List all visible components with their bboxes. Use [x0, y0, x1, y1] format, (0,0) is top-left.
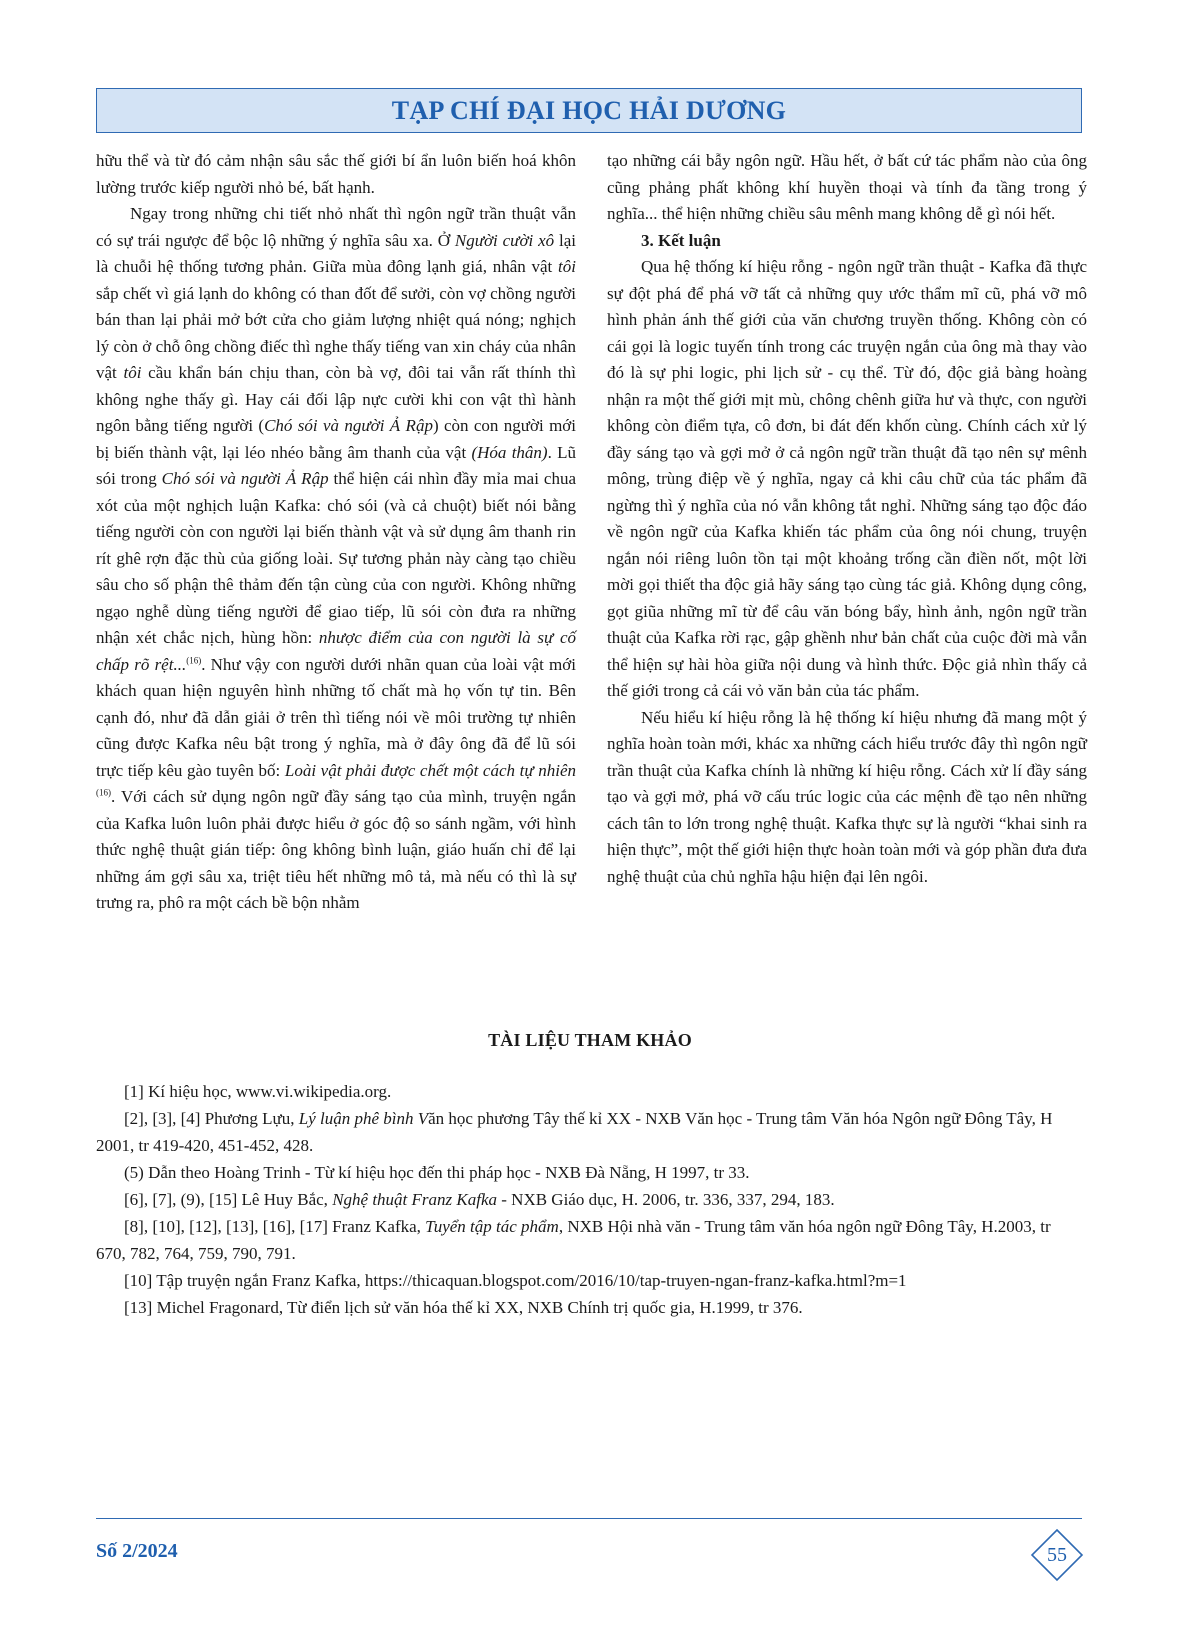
reference-item	[96, 1213, 1082, 1267]
italic-word: tôi	[123, 363, 142, 382]
issue-label: Số 2/2024	[96, 1540, 178, 1562]
text-run: thể hiện cái nhìn đầy mỉa mai chua xót của một nghịch luận Kafka: chó sói (và cả chuột) biết nói bằng tiếng người còn con người lại biến thành vật và sử dụng âm thanh rin rít ghê rợn đặc thù của giống loài. Sự tương phản này càng tạo chiều sâu cho số phận thê thảm đến tận cùng của con người. Không những ngạo nghễ dùng tiếng người để giao tiếp, lũ sói còn đưa ra những nhận xét chắc nịch, hùng hồn:	[96, 469, 577, 647]
reference-item	[96, 1078, 1082, 1105]
reference-title-italic: Tuyển tập tác phẩm	[425, 1217, 559, 1236]
references-title: TÀI LIỆU THAM KHẢO	[488, 1030, 692, 1050]
reference-item	[96, 1294, 1082, 1321]
reference-text: [6], [7], (9), [15] Lê Huy Bắc,	[124, 1190, 333, 1209]
paragraph-text: Qua hệ thống kí hiệu rỗng - ngôn ngữ trần thuật - Kafka đã thực sự đột phá để phá vỡ tất cả những quy ước thẩm mĩ cũ, phá vỡ mô hình phản ánh thế giới của văn chương truyền thống. Không còn có cái gọi là logic tuyến tính trong các truyện ngắn của ông mà thay vào đó là sự phi logic, phi lịch sử - cụ thể. Từ đó, độc giả bàng hoàng nhận ra một thế giới mịt mù, chông chênh giữa hư và thực, con người không còn điểm tựa, cô đơn, bi đát đến khốn cùng. Chính cách xử lý đầy sáng tạo và gợi mở ở cả ngôn ngữ trần thuật đã tạo nên sự mênh mông, trùng điệp về ý nghĩa, ngay cả khi câu chữ của tác phẩm đã ngừng thì ý nghĩa của nó vẫn không tắt nghỉ. Những sáng tạo độc đáo về ngôn ngữ của Kafka khiến tác phẩm của ông nói chung, truyện ngắn nói riêng luôn tồn tại một khoảng trống cần điền nốt, một lời mời gọi thiết tha độc giả hãy sáng tạo cùng tác giả. Không dụng công, gọt giũa những mĩ từ để câu văn bóng bẩy, hình ảnh, ngôn ngữ trần thuật của Kafka rời rạc, gập ghềnh như bản chất của cuộc đời mà vẫn thể hiện sự hài hòa giữa nội dung và hình thức. Độc giả nhìn thấy cả thế giới trong cả cái vỏ văn bản của tác phẩm.	[607, 257, 1087, 700]
citation-sup: (16)	[96, 787, 111, 798]
text-run: Ngay trong những chi tiết nhỏ nhất thì ngôn ngữ trần thuật vẫn có sự trái ngược để bộc lộ những ý nghĩa sâu xa. Ở	[96, 204, 576, 250]
paragraph-text: tạo những cái bẫy ngôn ngữ. Hầu hết, ở bất cứ tác phẩm nào của ông cũng phảng phất không khí huyền thoại và tính đa tầng trong ý nghĩa... thể hiện những chiều sâu mênh mang không dễ gì nói hết.	[607, 151, 1087, 223]
paragraph	[96, 148, 576, 201]
paragraph-text: Nếu hiểu kí hiệu rỗng là hệ thống kí hiệu nhưng đã mang một ý nghĩa hoàn toàn mới, khác xa những cách hiểu trước đây thì ngôn ngữ trần thuật của Kafka chính là những kí hiệu rỗng. Cách xử lí đầy sáng tạo và gợi mở, phá vỡ cấu trúc logic của các mệnh đề tạo nên những cách tân to lớn trong nghệ thuật. Kafka thực sự là người “khai sinh ra hiện thực”, một thế giới hiện thực hoàn toàn mới và góp phần đưa đưa nghệ thuật của chủ nghĩa hậu hiện đại lên ngôi.	[607, 707, 1087, 886]
text-run: sắp chết vì giá lạnh do không có than đốt để sưởi, còn vợ chồng người bán than lại phải mở bớt cửa cho giảm lượng nhiệt quá nóng; nghịch lý còn ở chỗ ông chồng điếc thì nghe thấy tiếng van xin cháy của nhân vật	[96, 283, 576, 382]
reference-item	[96, 1105, 1082, 1159]
paragraph	[607, 254, 1087, 705]
text-run: cầu khẩn bán chịu than, còn bà vợ, đôi tai vẫn rất thính thì không nghe thấy gì. Hay cái đối lập nực cười khi con vật thì hành ngôn bằng tiếng người (	[96, 363, 576, 435]
reference-text: - NXB Giáo dục, H. 2006, tr. 336, 337, 294, 183.	[497, 1190, 835, 1209]
journal-title: TẠP CHÍ ĐẠI HỌC HẢI DƯƠNG	[391, 95, 787, 125]
page-number: 55	[1047, 1543, 1067, 1566]
citation-sup: (16)	[186, 654, 202, 665]
text-run: . Với cách sử dụng ngôn ngữ đầy sáng tạo của mình, truyện ngắn của Kafka luôn luôn phải được hiểu ở góc độ so sánh ngầm, với hình thức nghệ thuật gián tiếp: ông không bình luận, giáo huấn chỉ để lại những ám gợi sâu xa, triệt tiêu hết những mô tả, mà nếu có thì là sự trưng ra, phô ra một cách bề bộn nhằm	[96, 787, 576, 912]
section-heading: 3. Kết luận	[641, 230, 721, 250]
paragraph	[96, 201, 576, 917]
left-column	[96, 148, 576, 917]
reference-text: [10] Tập truyện ngắn Franz Kafka, https://thicaquan.blogspot.com/2016/10/tap-truyen-ngan-franz-kafka.html?m=1	[124, 1271, 907, 1290]
italic-title: Chó sói và người Ả Rập	[264, 416, 433, 435]
reference-text: [2], [3], [4] Phương Lựu,	[124, 1109, 299, 1128]
right-column	[607, 148, 1087, 890]
text-run: . Như vậy con người dưới nhãn quan của loài vật mới khách quan hiện nguyên hình những tố chất mà họ vốn tự tin. Bên cạnh đó, như đã dẫn giải ở trên thì tiếng nói về môi trường tự nhiên cũng được Kafka nêu bật trong ý nghĩa, mà ở đây ông đã để lũ sói trực tiếp kêu gào tuyên bố:	[96, 654, 576, 780]
references-list	[96, 1078, 1082, 1321]
reference-item	[96, 1267, 1082, 1294]
reference-text: [13] Michel Fragonard, Từ điển lịch sử văn hóa thế kỉ XX, NXB Chính trị quốc gia, H.1999, tr 376.	[124, 1298, 803, 1317]
reference-item	[96, 1186, 1082, 1213]
paragraph	[607, 148, 1087, 228]
reference-text: (5) Dẫn theo Hoàng Trinh - Từ kí hiệu học đến thi pháp học - NXB Đà Nẵng, H 1997, tr 33.	[124, 1163, 750, 1182]
italic-quote: nhược điểm của con người là sự cố chấp rõ rệt...	[96, 628, 576, 674]
reference-title-italic: Nghệ thuật Franz Kafka	[332, 1190, 497, 1209]
reference-text: ăn học phương Tây thế kỉ XX - NXB Văn học - Trung tâm Văn hóa Ngôn ngữ Đông Tây, H 2001, tr 419-420, 451-452, 428.	[96, 1109, 1053, 1155]
reference-text: , NXB Hội nhà văn - Trung tâm văn hóa ngôn ngữ Đông Tây, H.2003, tr 670, 782, 764, 759, 790, 791.	[96, 1217, 1051, 1263]
italic-title: Chó sói và người Ả Rập	[161, 469, 329, 488]
text-run: . Lũ sói trong	[96, 442, 576, 488]
reference-item	[96, 1159, 1082, 1186]
reference-text: [8], [10], [12], [13], [16], [17] Franz Kafka,	[124, 1217, 426, 1236]
reference-text: [1] Kí hiệu học, www.vi.wikipedia.org.	[124, 1082, 392, 1101]
text-run: lại là chuỗi hệ thống tương phản. Giữa mùa đông lạnh giá, nhân vật	[96, 230, 576, 276]
journal-header	[96, 88, 1082, 133]
italic-quote: Loài vật phải được chết một cách tự nhiên	[284, 760, 577, 780]
footer-divider	[96, 1518, 1082, 1519]
italic-word: tôi	[558, 257, 576, 276]
paragraph-text: hữu thể và từ đó cảm nhận sâu sắc thế giới bí ẩn luôn biến hoá khôn lường trước kiếp người nhỏ bé, bất hạnh.	[96, 151, 576, 197]
italic-title: (Hóa thân)	[471, 442, 548, 462]
reference-title-italic: Lý luận phê bình V	[298, 1109, 429, 1128]
italic-title: Người cười xô	[454, 230, 555, 250]
paragraph	[607, 705, 1087, 891]
text-run: ) còn con người mới bị biến thành vật, lại léo nhéo bằng âm thanh của vật	[96, 416, 577, 462]
